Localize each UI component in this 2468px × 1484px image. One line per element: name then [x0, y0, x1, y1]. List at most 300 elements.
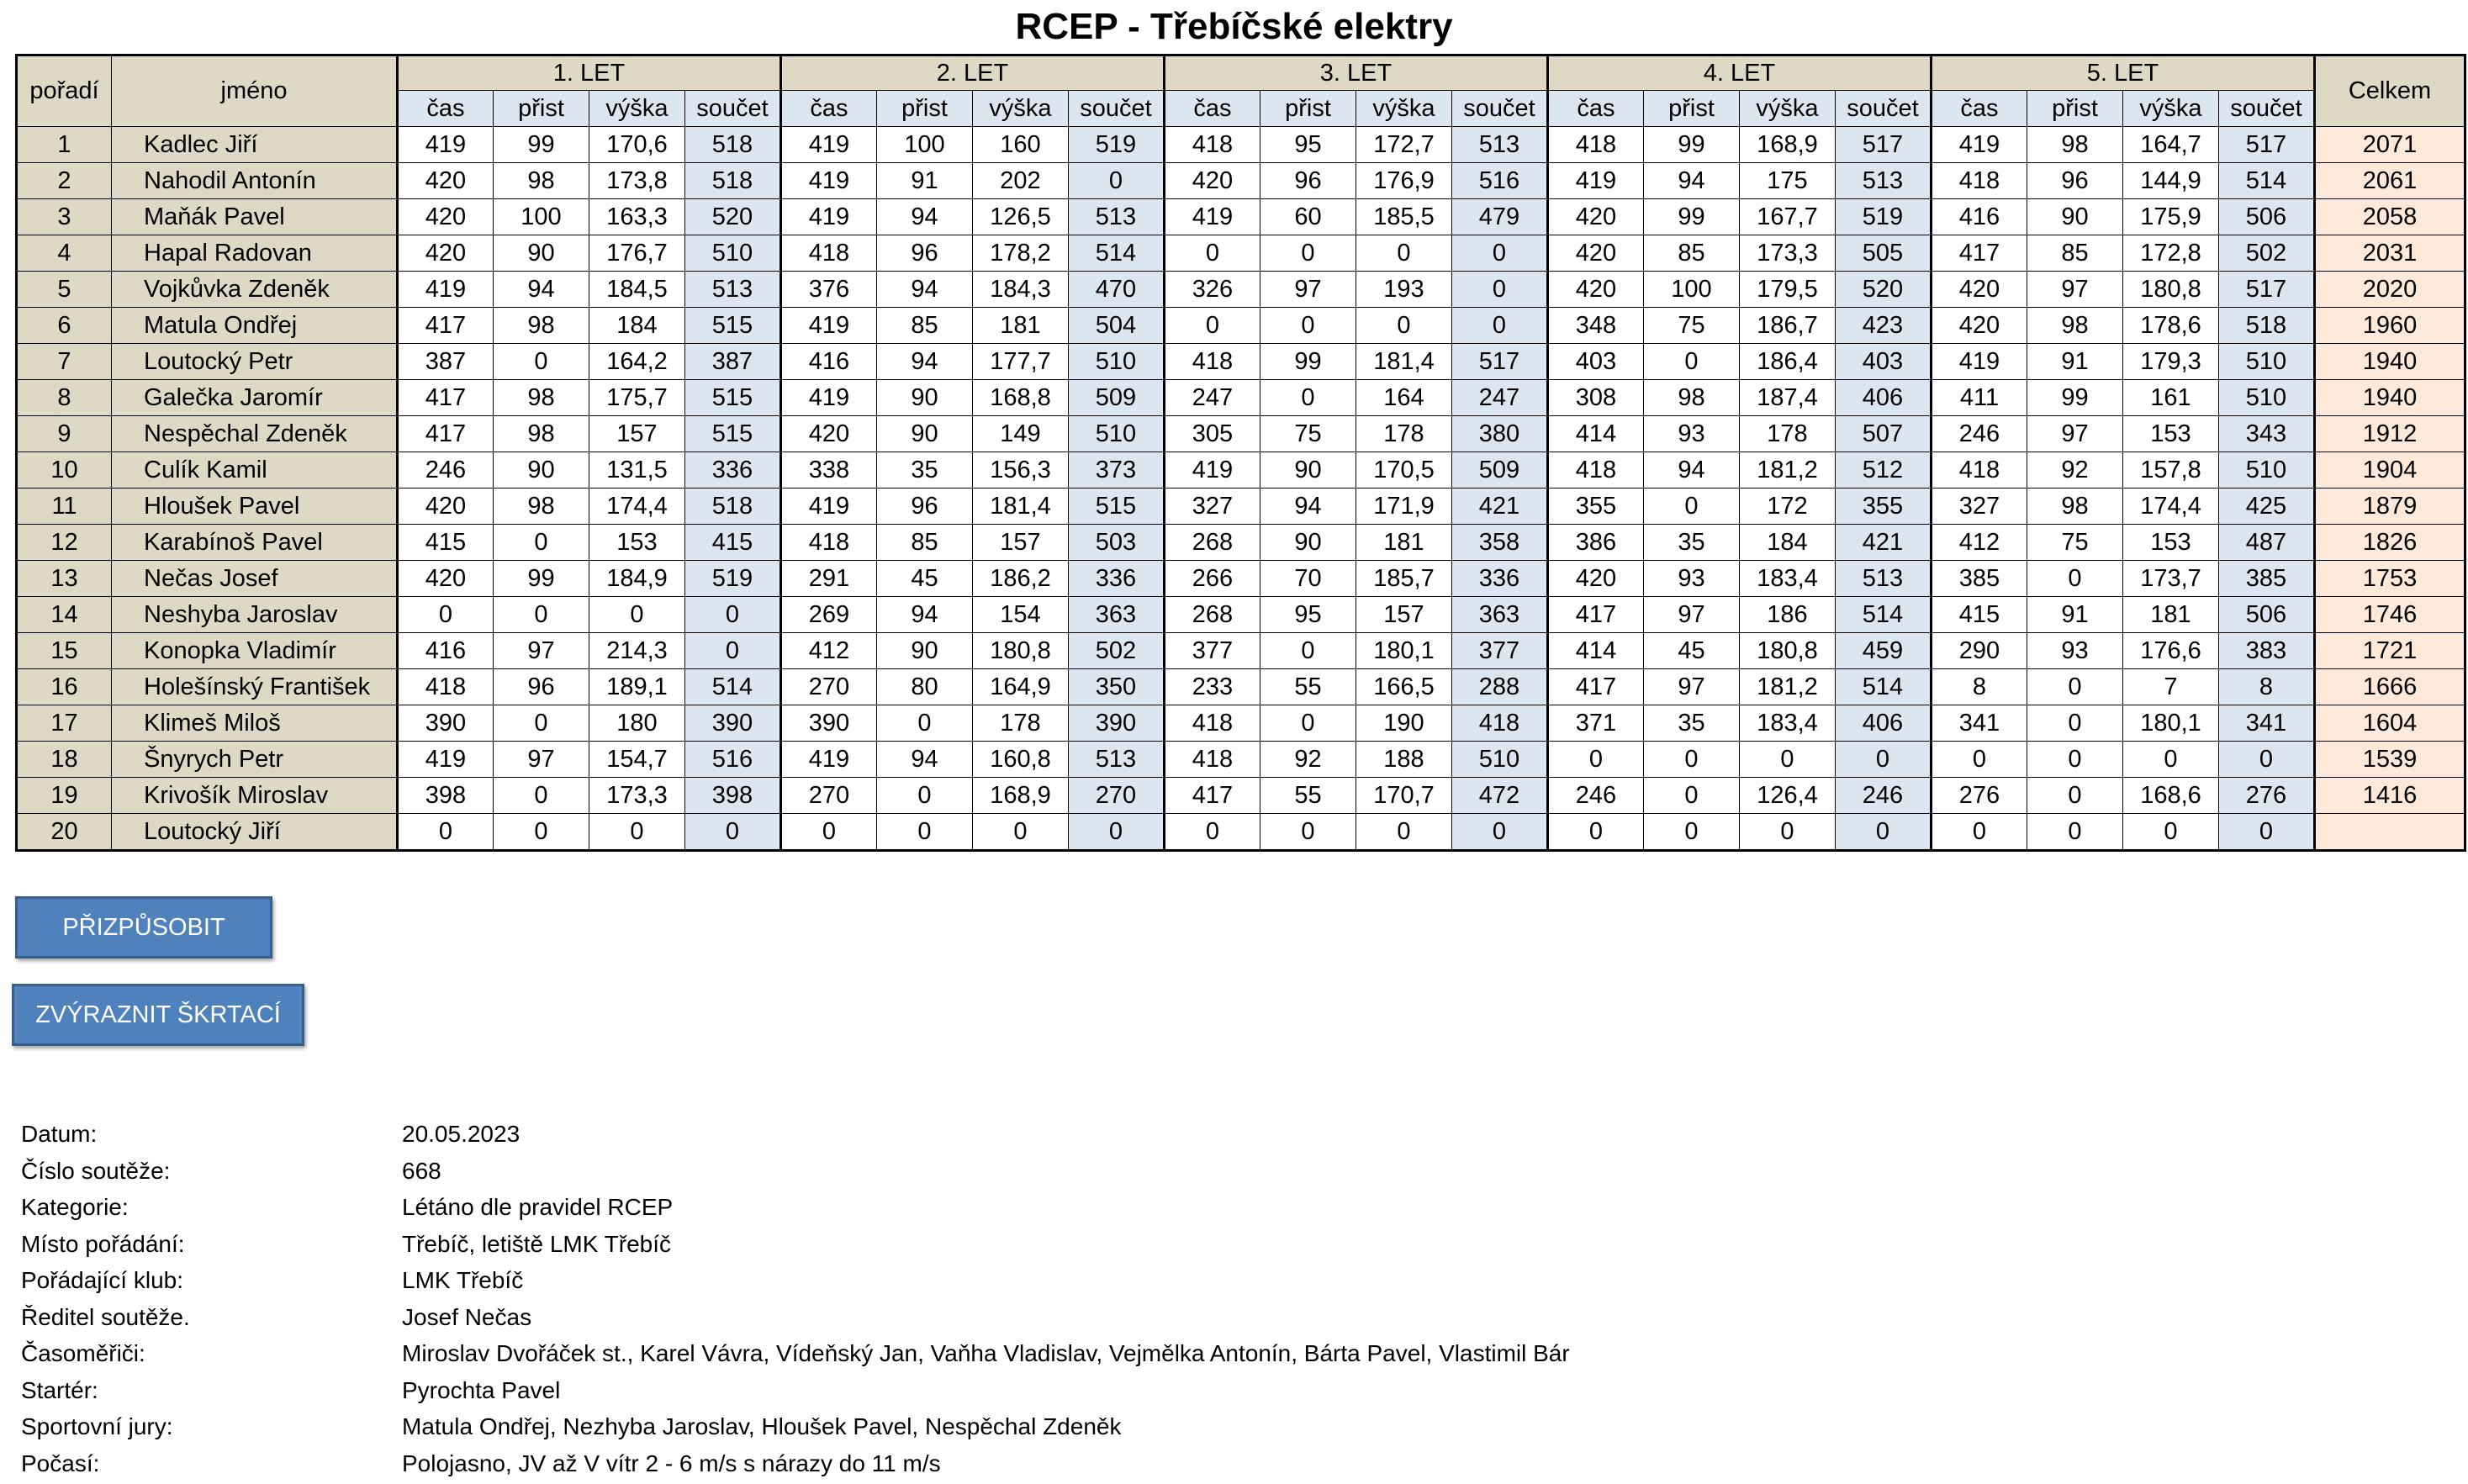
- height-cell: 181,2: [1740, 452, 1836, 489]
- info-value: 668: [402, 1157, 441, 1184]
- pilot-name-cell: Nečas Josef: [112, 561, 398, 597]
- landing-cell: 85: [2027, 235, 2123, 272]
- time-cell: 386: [1548, 525, 1644, 561]
- time-cell: 308: [1548, 380, 1644, 416]
- landing-cell: 98: [1644, 380, 1740, 416]
- subheader-sum-round-1: součet: [685, 91, 781, 127]
- landing-cell: 98: [2027, 127, 2123, 163]
- info-row: [21, 1408, 1570, 1445]
- height-cell: 173,8: [589, 163, 685, 199]
- rank-cell: 17: [17, 705, 112, 742]
- subheader-landing-round-2: přist: [877, 91, 973, 127]
- height-cell: 180,8: [2123, 272, 2219, 308]
- height-cell: 173,3: [1740, 235, 1836, 272]
- total-cell: 2031: [2315, 235, 2465, 272]
- pilot-name-cell: Holešínský František: [112, 669, 398, 705]
- landing-cell: 98: [494, 308, 589, 344]
- subheader-height-round-2: výška: [973, 91, 1069, 127]
- table-row: [17, 742, 2465, 778]
- height-cell: 174,4: [589, 489, 685, 525]
- landing-cell: 70: [1260, 561, 1356, 597]
- height-cell: 184: [1740, 525, 1836, 561]
- pilot-name-cell: Hloušek Pavel: [112, 489, 398, 525]
- height-cell: 185,5: [1356, 199, 1452, 235]
- time-cell: 270: [781, 669, 877, 705]
- rank-cell: 7: [17, 344, 112, 380]
- height-cell: 170,7: [1356, 778, 1452, 814]
- landing-cell: 35: [1644, 705, 1740, 742]
- sum-cell: 406: [1836, 380, 1932, 416]
- landing-cell: 85: [1644, 235, 1740, 272]
- landing-cell: 75: [1644, 308, 1740, 344]
- header-round-3: 3. LET: [1165, 55, 1548, 91]
- rank-cell: 6: [17, 308, 112, 344]
- sum-cell: 518: [2219, 308, 2315, 344]
- height-cell: 172,7: [1356, 127, 1452, 163]
- sum-cell: 425: [2219, 489, 2315, 525]
- sum-cell: 514: [1836, 597, 1932, 633]
- rank-cell: 13: [17, 561, 112, 597]
- time-cell: 419: [398, 127, 494, 163]
- height-cell: 181,4: [1356, 344, 1452, 380]
- height-cell: 186,4: [1740, 344, 1836, 380]
- height-cell: 186,2: [973, 561, 1069, 597]
- total-cell: 1912: [2315, 416, 2465, 452]
- landing-cell: 93: [1644, 416, 1740, 452]
- height-cell: 180: [589, 705, 685, 742]
- height-cell: 183,4: [1740, 705, 1836, 742]
- landing-cell: 0: [2027, 814, 2123, 851]
- table-row: [17, 416, 2465, 452]
- height-cell: 173,3: [589, 778, 685, 814]
- time-cell: 268: [1165, 525, 1260, 561]
- height-cell: 190: [1356, 705, 1452, 742]
- header-round-5: 5. LET: [1932, 55, 2315, 91]
- sum-cell: 504: [1069, 308, 1165, 344]
- time-cell: 420: [1165, 163, 1260, 199]
- time-cell: 419: [781, 163, 877, 199]
- time-cell: 417: [1932, 235, 2027, 272]
- subheader-height-round-3: výška: [1356, 91, 1452, 127]
- height-cell: 172,8: [2123, 235, 2219, 272]
- sum-cell: 355: [1836, 489, 1932, 525]
- landing-cell: 75: [2027, 525, 2123, 561]
- total-cell: 1753: [2315, 561, 2465, 597]
- height-cell: 181: [2123, 597, 2219, 633]
- sum-cell: 515: [685, 380, 781, 416]
- subheader-height-round-1: výška: [589, 91, 685, 127]
- sum-cell: 0: [1452, 235, 1548, 272]
- pilot-name-cell: Karabínoš Pavel: [112, 525, 398, 561]
- height-cell: 7: [2123, 669, 2219, 705]
- results-body: [17, 127, 2465, 851]
- table-row: [17, 235, 2465, 272]
- landing-cell: 98: [494, 416, 589, 452]
- sum-cell: 385: [2219, 561, 2315, 597]
- height-cell: 184: [589, 308, 685, 344]
- height-cell: 176,7: [589, 235, 685, 272]
- total-cell: 2071: [2315, 127, 2465, 163]
- sum-cell: 0: [2219, 742, 2315, 778]
- height-cell: 164,2: [589, 344, 685, 380]
- time-cell: 419: [1165, 199, 1260, 235]
- rank-cell: 18: [17, 742, 112, 778]
- sum-cell: 510: [685, 235, 781, 272]
- time-cell: 416: [781, 344, 877, 380]
- sum-cell: 506: [2219, 199, 2315, 235]
- total-cell: 2058: [2315, 199, 2465, 235]
- height-cell: 173,7: [2123, 561, 2219, 597]
- table-row: [17, 669, 2465, 705]
- fit-button[interactable]: PŘIZPŮSOBIT: [15, 896, 272, 959]
- time-cell: 0: [781, 814, 877, 851]
- sum-cell: 377: [1452, 633, 1548, 669]
- landing-cell: 98: [494, 380, 589, 416]
- pilot-name-cell: Loutocký Jiří: [112, 814, 398, 851]
- info-value: Létáno dle pravidel RCEP: [402, 1194, 674, 1220]
- time-cell: 420: [1548, 561, 1644, 597]
- landing-cell: 95: [1260, 127, 1356, 163]
- info-label: Ředitel soutěže.: [21, 1303, 190, 1330]
- subheader-sum-round-2: součet: [1069, 91, 1165, 127]
- sum-cell: 0: [1069, 163, 1165, 199]
- sum-cell: 509: [1452, 452, 1548, 489]
- height-cell: 0: [1740, 814, 1836, 851]
- info-label: Místo pořádání:: [21, 1230, 185, 1257]
- landing-cell: 0: [1260, 380, 1356, 416]
- sum-cell: 421: [1836, 525, 1932, 561]
- landing-cell: 93: [2027, 633, 2123, 669]
- time-cell: 415: [398, 525, 494, 561]
- height-cell: 185,7: [1356, 561, 1452, 597]
- height-cell: 164,7: [2123, 127, 2219, 163]
- table-row: [17, 633, 2465, 669]
- landing-cell: 45: [877, 561, 973, 597]
- time-cell: 0: [1548, 814, 1644, 851]
- height-cell: 179,3: [2123, 344, 2219, 380]
- sum-cell: 0: [1836, 814, 1932, 851]
- time-cell: 419: [781, 380, 877, 416]
- height-cell: 184,9: [589, 561, 685, 597]
- info-value: Miroslav Dvořáček st., Karel Vávra, Vídeňský Jan, Vaňha Vladislav, Vejmělka Antonín, Bárta Pavel, Vlastimil Bár: [402, 1340, 1570, 1366]
- info-row: [21, 1153, 1570, 1190]
- landing-cell: 98: [494, 163, 589, 199]
- landing-cell: 45: [1644, 633, 1740, 669]
- time-cell: 418: [1165, 127, 1260, 163]
- sum-cell: 518: [685, 127, 781, 163]
- time-cell: 246: [398, 452, 494, 489]
- time-cell: 414: [1548, 416, 1644, 452]
- info-row: [21, 1189, 1570, 1226]
- height-cell: 181,4: [973, 489, 1069, 525]
- height-cell: 0: [2123, 814, 2219, 851]
- sum-cell: 0: [685, 814, 781, 851]
- landing-cell: 99: [2027, 380, 2123, 416]
- pilot-name-cell: Loutocký Petr: [112, 344, 398, 380]
- time-cell: 0: [1165, 308, 1260, 344]
- sum-cell: 509: [1069, 380, 1165, 416]
- table-row: [17, 525, 2465, 561]
- height-cell: 164,9: [973, 669, 1069, 705]
- info-value: LMK Třebíč: [402, 1267, 524, 1293]
- sum-cell: 398: [685, 778, 781, 814]
- total-cell: 1940: [2315, 344, 2465, 380]
- total-cell: 1539: [2315, 742, 2465, 778]
- page-title: RCEP - Třebíčské elektry: [1015, 6, 1453, 47]
- landing-cell: 90: [2027, 199, 2123, 235]
- sum-cell: 363: [1452, 597, 1548, 633]
- landing-cell: 0: [2027, 669, 2123, 705]
- height-cell: 154: [973, 597, 1069, 633]
- landing-cell: 94: [877, 742, 973, 778]
- sum-cell: 270: [1069, 778, 1165, 814]
- table-row: [17, 597, 2465, 633]
- landing-cell: 94: [1644, 163, 1740, 199]
- landing-cell: 85: [877, 308, 973, 344]
- height-cell: 174,4: [2123, 489, 2219, 525]
- time-cell: 385: [1932, 561, 2027, 597]
- time-cell: 305: [1165, 416, 1260, 452]
- sum-cell: 510: [2219, 380, 2315, 416]
- landing-cell: 35: [877, 452, 973, 489]
- pilot-name-cell: Hapal Radovan: [112, 235, 398, 272]
- landing-cell: 0: [494, 597, 589, 633]
- height-cell: 157: [589, 416, 685, 452]
- total-cell: 2020: [2315, 272, 2465, 308]
- sum-cell: 502: [1069, 633, 1165, 669]
- height-cell: 161: [2123, 380, 2219, 416]
- sum-cell: 0: [685, 633, 781, 669]
- time-cell: 418: [1165, 344, 1260, 380]
- info-value: Polojasno, JV až V vítr 2 - 6 m/s s nárazy do 11 m/s: [402, 1450, 941, 1476]
- subheader-landing-round-1: přist: [494, 91, 589, 127]
- time-cell: 377: [1165, 633, 1260, 669]
- height-cell: 168,9: [973, 778, 1069, 814]
- time-cell: 0: [398, 814, 494, 851]
- sum-cell: 503: [1069, 525, 1165, 561]
- height-cell: 160: [973, 127, 1069, 163]
- landing-cell: 94: [877, 272, 973, 308]
- competition-info: [21, 1116, 1570, 1481]
- table-row: [17, 489, 2465, 525]
- time-cell: 0: [1932, 742, 2027, 778]
- height-cell: 168,9: [1740, 127, 1836, 163]
- sum-cell: 513: [1452, 127, 1548, 163]
- height-cell: 0: [2123, 742, 2219, 778]
- height-cell: 180,8: [973, 633, 1069, 669]
- landing-cell: 95: [1260, 597, 1356, 633]
- sum-cell: 514: [685, 669, 781, 705]
- info-label: Datum:: [21, 1121, 98, 1147]
- time-cell: 420: [1932, 308, 2027, 344]
- landing-cell: 96: [1260, 163, 1356, 199]
- height-cell: 202: [973, 163, 1069, 199]
- sum-cell: 336: [1069, 561, 1165, 597]
- landing-cell: 94: [494, 272, 589, 308]
- landing-cell: 97: [1644, 669, 1740, 705]
- sum-cell: 510: [2219, 452, 2315, 489]
- rank-cell: 9: [17, 416, 112, 452]
- sum-cell: 518: [685, 163, 781, 199]
- height-cell: 214,3: [589, 633, 685, 669]
- sum-cell: 520: [685, 199, 781, 235]
- height-cell: 181,2: [1740, 669, 1836, 705]
- time-cell: 419: [1165, 452, 1260, 489]
- subheader-landing-round-3: přist: [1260, 91, 1356, 127]
- landing-cell: 75: [1260, 416, 1356, 452]
- time-cell: 403: [1548, 344, 1644, 380]
- sum-cell: 517: [1836, 127, 1932, 163]
- subheader-landing-round-4: přist: [1644, 91, 1740, 127]
- time-cell: 420: [398, 199, 494, 235]
- landing-cell: 97: [494, 633, 589, 669]
- height-cell: 180,8: [1740, 633, 1836, 669]
- height-cell: 189,1: [589, 669, 685, 705]
- height-cell: 179,5: [1740, 272, 1836, 308]
- subheader-time-round-5: čas: [1932, 91, 2027, 127]
- height-cell: 0: [1740, 742, 1836, 778]
- height-cell: 126,5: [973, 199, 1069, 235]
- landing-cell: 0: [2027, 705, 2123, 742]
- sum-cell: 0: [685, 597, 781, 633]
- height-cell: 0: [589, 814, 685, 851]
- landing-cell: 0: [1260, 308, 1356, 344]
- height-cell: 178: [1356, 416, 1452, 452]
- landing-cell: 90: [494, 235, 589, 272]
- height-cell: 166,5: [1356, 669, 1452, 705]
- time-cell: 327: [1165, 489, 1260, 525]
- landing-cell: 55: [1260, 778, 1356, 814]
- total-cell: 1416: [2315, 778, 2465, 814]
- total-cell: 2061: [2315, 163, 2465, 199]
- subheader-time-round-3: čas: [1165, 91, 1260, 127]
- sum-cell: 506: [2219, 597, 2315, 633]
- height-cell: 187,4: [1740, 380, 1836, 416]
- time-cell: 371: [1548, 705, 1644, 742]
- subheader-height-round-4: výška: [1740, 91, 1836, 127]
- sum-cell: 8: [2219, 669, 2315, 705]
- info-value: Matula Ondřej, Nezhyba Jaroslav, Hloušek Pavel, Nespěchal Zdeněk: [402, 1413, 1122, 1439]
- rank-cell: 16: [17, 669, 112, 705]
- pilot-name-cell: Culík Kamil: [112, 452, 398, 489]
- height-cell: 178,6: [2123, 308, 2219, 344]
- highlight-discards-button[interactable]: ZVÝRAZNIT ŠKRTACÍ: [12, 984, 304, 1046]
- sum-cell: 502: [2219, 235, 2315, 272]
- subheader-time-round-4: čas: [1548, 91, 1644, 127]
- info-row: [21, 1116, 1570, 1153]
- height-cell: 188: [1356, 742, 1452, 778]
- landing-cell: 90: [494, 452, 589, 489]
- landing-cell: 100: [877, 127, 973, 163]
- height-cell: 180,1: [2123, 705, 2219, 742]
- time-cell: 420: [1932, 272, 2027, 308]
- sum-cell: 373: [1069, 452, 1165, 489]
- time-cell: 390: [398, 705, 494, 742]
- sum-cell: 517: [2219, 272, 2315, 308]
- time-cell: 0: [1548, 742, 1644, 778]
- info-label: Sportovní jury:: [21, 1413, 173, 1439]
- sum-cell: 358: [1452, 525, 1548, 561]
- sum-cell: 507: [1836, 416, 1932, 452]
- rank-cell: 2: [17, 163, 112, 199]
- landing-cell: 99: [1644, 127, 1740, 163]
- sum-cell: 516: [1452, 163, 1548, 199]
- time-cell: 419: [781, 489, 877, 525]
- sum-cell: 276: [2219, 778, 2315, 814]
- time-cell: 338: [781, 452, 877, 489]
- pilot-name-cell: Neshyba Jaroslav: [112, 597, 398, 633]
- landing-cell: 60: [1260, 199, 1356, 235]
- pilot-name-cell: Nespěchal Zdeněk: [112, 416, 398, 452]
- total-cell: [2315, 814, 2465, 851]
- landing-cell: 0: [2027, 778, 2123, 814]
- time-cell: 419: [398, 742, 494, 778]
- table-row: [17, 561, 2465, 597]
- table-row: [17, 344, 2465, 380]
- time-cell: 415: [1932, 597, 2027, 633]
- time-cell: 414: [1548, 633, 1644, 669]
- total-cell: 1666: [2315, 669, 2465, 705]
- time-cell: 387: [398, 344, 494, 380]
- time-cell: 419: [781, 742, 877, 778]
- table-row: [17, 705, 2465, 742]
- landing-cell: 90: [877, 633, 973, 669]
- info-row: [21, 1299, 1570, 1336]
- height-cell: 181: [973, 308, 1069, 344]
- height-cell: 168,6: [2123, 778, 2219, 814]
- landing-cell: 85: [877, 525, 973, 561]
- sum-cell: 514: [1836, 669, 1932, 705]
- landing-cell: 0: [1644, 814, 1740, 851]
- time-cell: 290: [1932, 633, 2027, 669]
- pilot-name-cell: Krivošík Miroslav: [112, 778, 398, 814]
- total-cell: 1721: [2315, 633, 2465, 669]
- height-cell: 193: [1356, 272, 1452, 308]
- landing-cell: 0: [1260, 814, 1356, 851]
- total-cell: 1826: [2315, 525, 2465, 561]
- rank-cell: 3: [17, 199, 112, 235]
- sum-cell: 0: [1452, 272, 1548, 308]
- height-cell: 0: [589, 597, 685, 633]
- height-cell: 175,9: [2123, 199, 2219, 235]
- time-cell: 419: [1548, 163, 1644, 199]
- rank-cell: 8: [17, 380, 112, 416]
- landing-cell: 94: [877, 344, 973, 380]
- pilot-name-cell: Vojkůvka Zdeněk: [112, 272, 398, 308]
- sum-cell: 406: [1836, 705, 1932, 742]
- landing-cell: 94: [877, 199, 973, 235]
- landing-cell: 93: [1644, 561, 1740, 597]
- sum-cell: 513: [1836, 163, 1932, 199]
- header-total: Celkem: [2315, 55, 2465, 127]
- height-cell: 171,9: [1356, 489, 1452, 525]
- time-cell: 418: [398, 669, 494, 705]
- height-cell: 175: [1740, 163, 1836, 199]
- landing-cell: 99: [1644, 199, 1740, 235]
- height-cell: 157: [1356, 597, 1452, 633]
- header-round-4: 4. LET: [1548, 55, 1932, 91]
- table-row: [17, 308, 2465, 344]
- time-cell: 348: [1548, 308, 1644, 344]
- landing-cell: 97: [1260, 272, 1356, 308]
- info-value: Třebíč, letiště LMK Třebíč: [402, 1230, 672, 1257]
- time-cell: 419: [1932, 344, 2027, 380]
- info-label: Pořádající klub:: [21, 1267, 183, 1293]
- sum-cell: 247: [1452, 380, 1548, 416]
- time-cell: 420: [398, 489, 494, 525]
- time-cell: 417: [1165, 778, 1260, 814]
- pilot-name-cell: Matula Ondřej: [112, 308, 398, 344]
